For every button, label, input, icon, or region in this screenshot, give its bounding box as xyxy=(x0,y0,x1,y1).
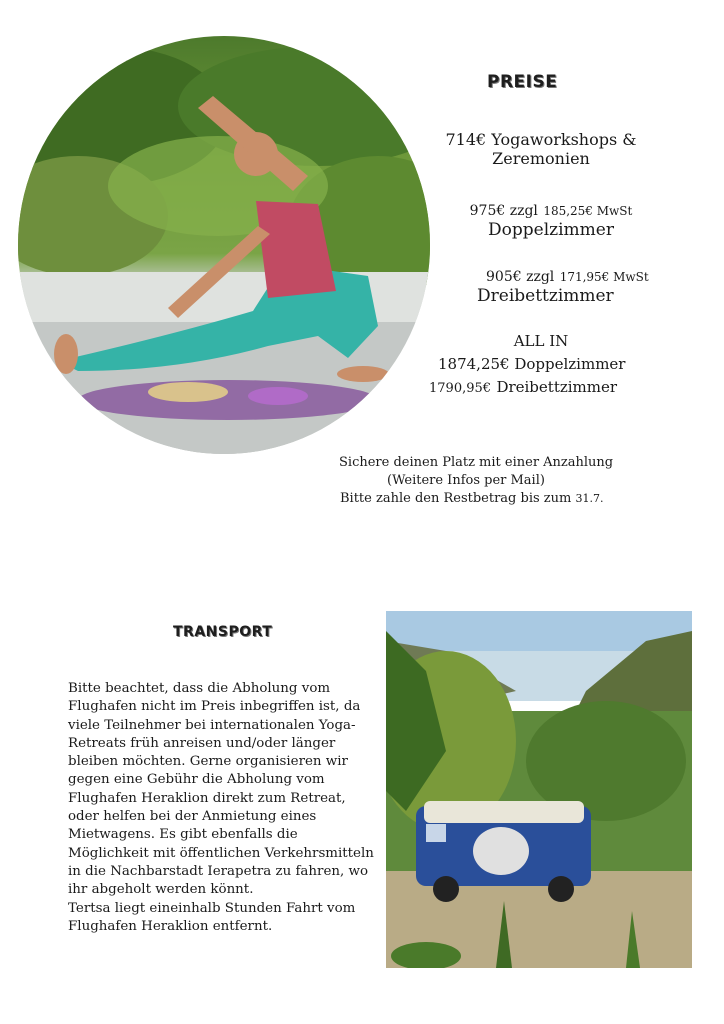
workshops-line2: Zeremonien xyxy=(492,149,590,168)
notice-line3: Bitte zahle den Restbetrag bis zum 31.7. xyxy=(340,491,604,506)
all-in-triple-label: Dreibettzimmer xyxy=(496,378,618,396)
transport-title: TRANSPORT xyxy=(173,624,273,640)
workshops-line1: 714€ Yogaworkshops & xyxy=(445,130,637,149)
all-in-double: 1874,25€ Doppelzimmer xyxy=(438,355,626,373)
triple-room-amount: 905€ zzgl xyxy=(486,269,555,285)
double-room-amount: 975€ zzgl xyxy=(469,203,538,219)
all-in-block xyxy=(430,332,652,350)
triple-room-vat: 171,95€ MwSt xyxy=(559,270,649,284)
yoga-pose-photo xyxy=(18,36,430,454)
payment-deadline: 31.7. xyxy=(575,492,604,505)
transport-paragraph-2: Tertsa liegt eineinhalb Stunden Fahrt vom Flughafen Heraklion entfernt. xyxy=(68,900,356,934)
triple-room-price xyxy=(456,266,678,306)
pricing-title: PREISE xyxy=(487,72,558,92)
all-in-title: ALL IN xyxy=(513,332,569,350)
van-landscape-photo xyxy=(386,611,692,968)
triple-room-label: Dreibettzimmer xyxy=(477,286,614,306)
double-room-vat: 185,25€ MwSt xyxy=(543,204,633,218)
workshops-price xyxy=(430,130,652,168)
double-room-price xyxy=(440,200,662,240)
notice-line2: (Weitere Infos per Mail) xyxy=(387,473,545,488)
transport-paragraph-1: Bitte beachtet, dass die Abholung vom Flughafen nicht im Preis inbegriffen ist, da viele Teilnehmer bei internationalen Yoga-Retreats früh anreisen und/oder länger bleiben möchten. Gerne organisieren wir gegen eine Gebühr die Abholung vom Flughafen Heraklion direkt zum Retreat, oder helfen bei der Anmietung eines Mietwagens. Es gibt ebenfalls die Möglichkeit mit öffentlichen Verkehrsmitteln in die Nachbarstadt Ierapetra zu fahren, wo ihr abgeholt werden könnt. xyxy=(68,681,374,898)
double-room-label: Doppelzimmer xyxy=(488,220,614,240)
notice-line1: Sichere deinen Platz mit einer Anzahlung xyxy=(339,455,614,470)
transport-description xyxy=(68,680,376,936)
all-in-triple-price: 1790,95€ xyxy=(429,381,492,396)
all-in-triple xyxy=(429,377,649,397)
